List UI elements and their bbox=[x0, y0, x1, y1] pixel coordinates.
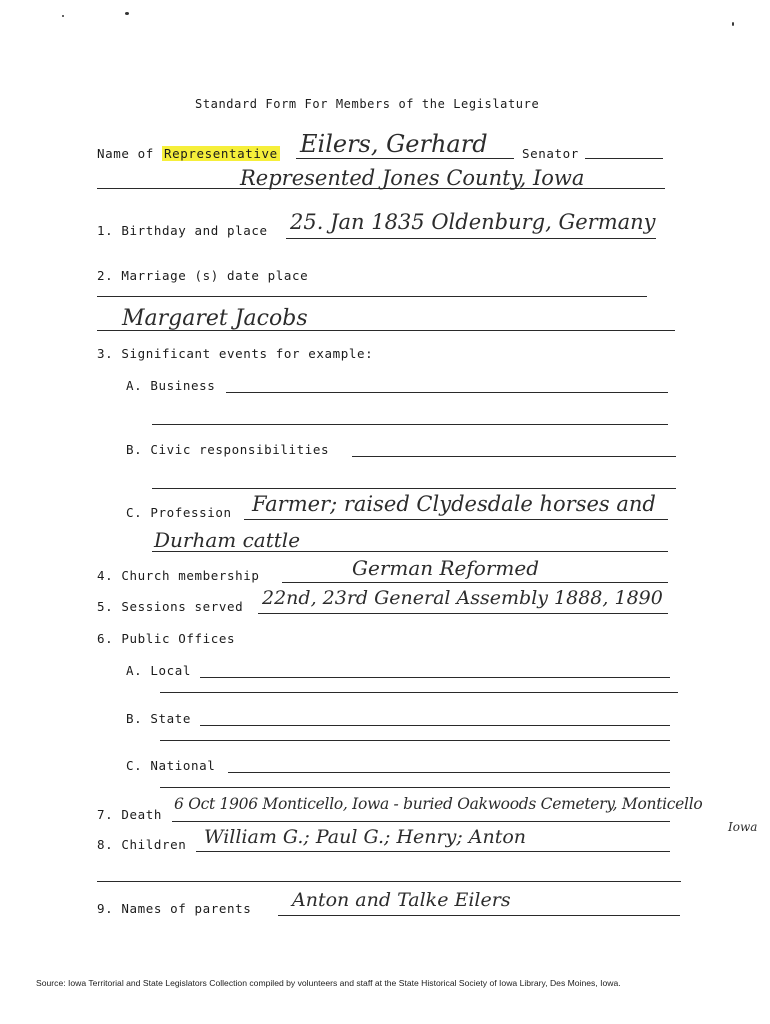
marriage-line-2 bbox=[97, 330, 675, 331]
parents-label: 9. Names of parents bbox=[97, 901, 252, 916]
form-title: Standard Form For Members of the Legislature bbox=[195, 97, 540, 111]
profession-label: C. Profession bbox=[126, 505, 232, 520]
children-line-1 bbox=[196, 851, 670, 852]
birthday-label: 1. Birthday and place bbox=[97, 223, 268, 238]
profession-value-2: Durham cattle bbox=[154, 528, 301, 552]
offices-label: 6. Public Offices bbox=[97, 631, 236, 646]
parents-value: Anton and Talke Eilers bbox=[292, 889, 511, 911]
children-line-2 bbox=[97, 881, 681, 882]
profession-line-1 bbox=[244, 519, 668, 520]
national-line-1 bbox=[228, 772, 670, 773]
death-line bbox=[172, 821, 670, 822]
children-value: William G.; Paul G.; Henry; Anton bbox=[204, 826, 527, 848]
church-line bbox=[282, 582, 668, 583]
local-label: A. Local bbox=[126, 663, 192, 678]
name-note-line bbox=[97, 188, 665, 189]
name-note: Represented Jones County, Iowa bbox=[240, 166, 585, 190]
senator-label: Senator bbox=[522, 146, 579, 161]
local-line-2 bbox=[160, 692, 678, 693]
state-line-1 bbox=[200, 725, 670, 726]
death-note: Iowa bbox=[728, 820, 758, 834]
marriage-value: Margaret Jacobs bbox=[122, 306, 308, 331]
events-label: 3. Significant events for example: bbox=[97, 346, 374, 361]
sessions-line bbox=[258, 613, 668, 614]
civic-line-2 bbox=[152, 488, 676, 489]
marriage-line-1 bbox=[97, 296, 647, 297]
marriage-label: 2. Marriage (s) date place bbox=[97, 268, 309, 283]
civic-label: B. Civic responsibilities bbox=[126, 442, 330, 457]
sessions-label: 5. Sessions served bbox=[97, 599, 244, 614]
profession-value: Farmer; raised Clydesdale horses and bbox=[252, 492, 656, 516]
business-label: A. Business bbox=[126, 378, 216, 393]
birthday-line bbox=[286, 238, 656, 239]
business-line-1 bbox=[226, 392, 668, 393]
children-label: 8. Children bbox=[97, 837, 187, 852]
church-value: German Reformed bbox=[352, 556, 540, 580]
name-line bbox=[296, 158, 514, 159]
scan-speck bbox=[62, 15, 64, 17]
local-line-1 bbox=[200, 677, 670, 678]
scan-speck bbox=[732, 22, 734, 26]
church-label: 4. Church membership bbox=[97, 568, 260, 583]
name-value: Eilers, Gerhard bbox=[300, 130, 488, 158]
death-label: 7. Death bbox=[97, 807, 163, 822]
scan-speck bbox=[125, 12, 129, 15]
senator-line bbox=[585, 158, 663, 159]
national-label: C. National bbox=[126, 758, 216, 773]
source-caption: Source: Iowa Territorial and State Legislators Collection compiled by volunteers and staff at the State Historical Society of Iowa Library, Des Moines, Iowa. bbox=[36, 978, 621, 988]
name-of-text: Name of bbox=[97, 146, 163, 161]
representative-highlight: Representative bbox=[164, 146, 278, 161]
death-value: 6 Oct 1906 Monticello, Iowa - buried Oakwoods Cemetery, Monticello bbox=[174, 795, 703, 813]
national-line-2 bbox=[160, 787, 670, 788]
birthday-value: 25. Jan 1835 Oldenburg, Germany bbox=[290, 210, 656, 234]
profession-line-2 bbox=[152, 551, 668, 552]
state-label: B. State bbox=[126, 711, 192, 726]
state-line-2 bbox=[160, 740, 670, 741]
business-line-2 bbox=[152, 424, 668, 425]
parents-line bbox=[278, 915, 680, 916]
name-label bbox=[97, 146, 280, 161]
sessions-value: 22nd, 23rd General Assembly 1888, 1890 bbox=[262, 587, 663, 609]
civic-line-1 bbox=[352, 456, 676, 457]
